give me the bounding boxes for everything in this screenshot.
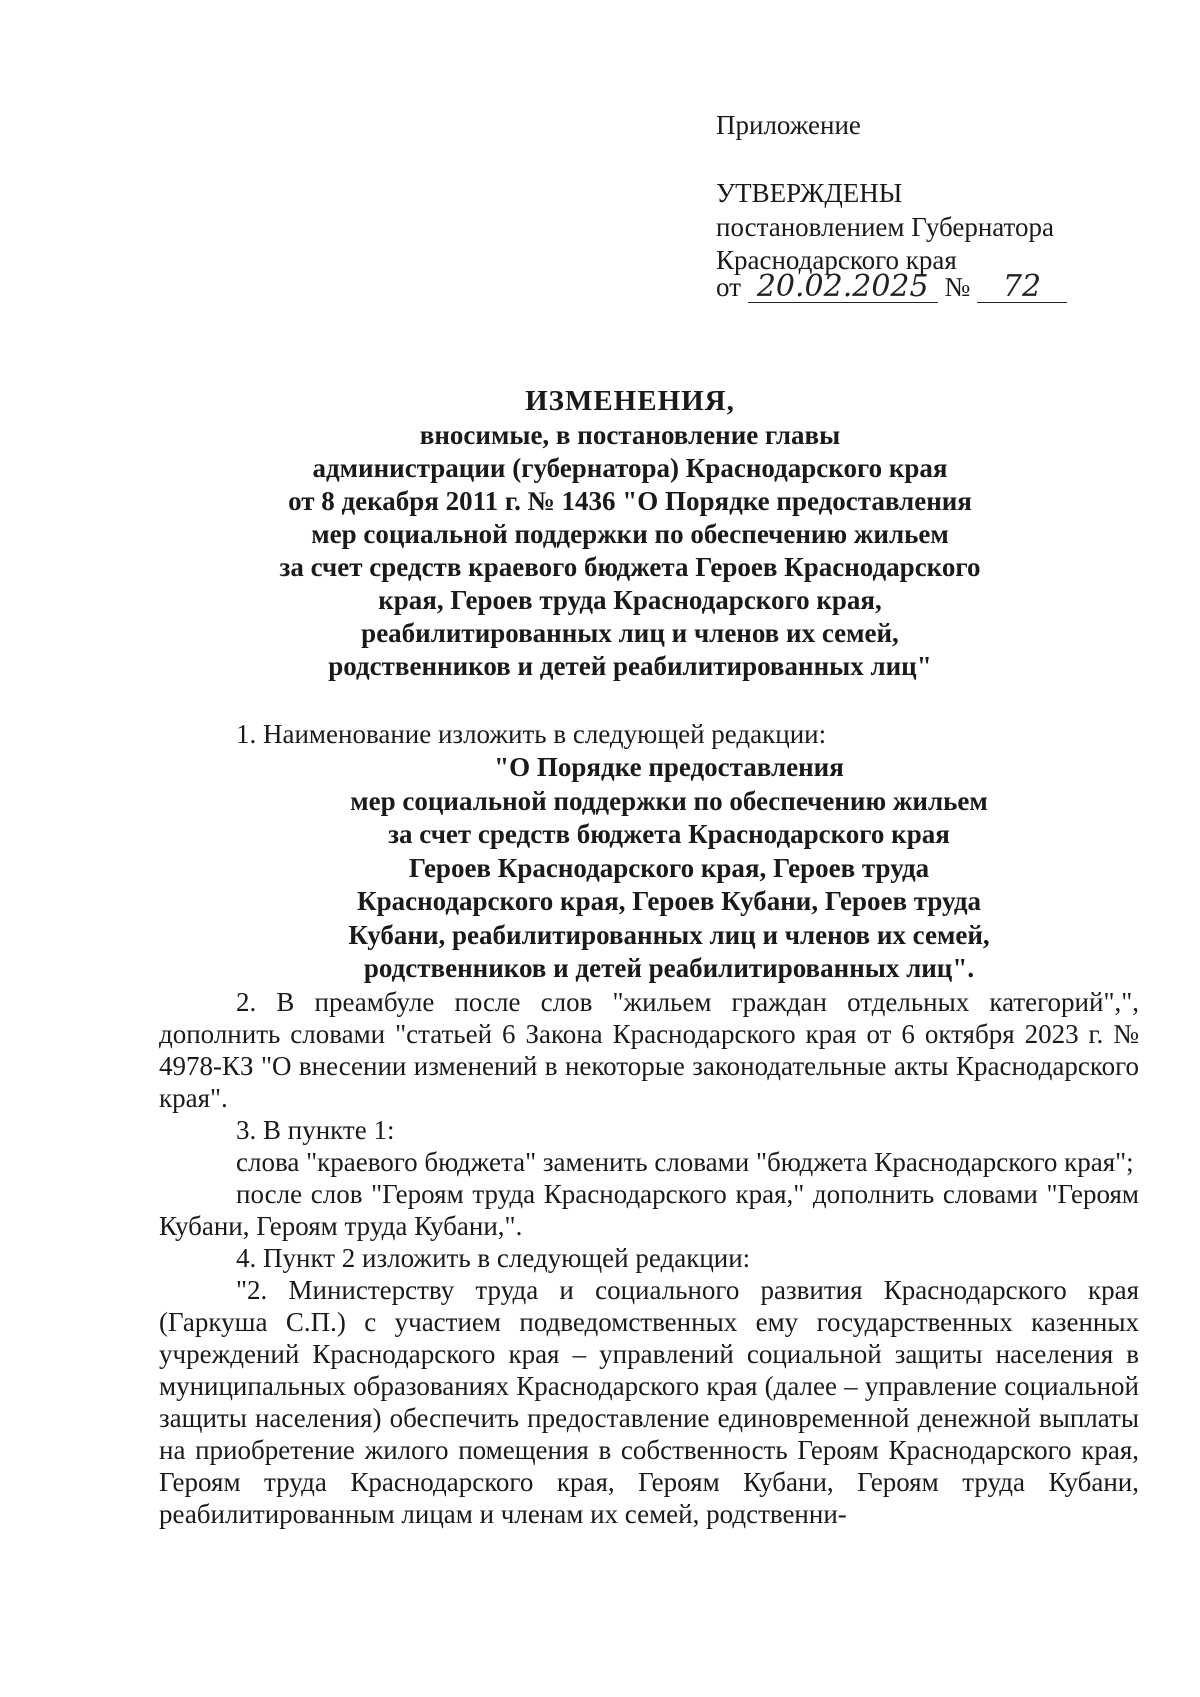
date-prefix: от bbox=[716, 272, 741, 302]
item-3: 3. В пункте 1: bbox=[236, 1114, 395, 1145]
title-line: края, Героев труда Краснодарского края, bbox=[378, 585, 882, 615]
new-name-line: родственников и детей реабилитированных лиц". bbox=[363, 953, 975, 983]
document-title bbox=[240, 383, 1020, 683]
new-name-block bbox=[159, 751, 1139, 986]
title-line: вносимые, в постановление главы bbox=[419, 420, 841, 450]
region-label: Краснодарского края bbox=[716, 245, 957, 275]
item-3-a: слова "краевого бюджета" заменить словами "бюджета Краснодарского края"; bbox=[236, 1146, 1134, 1177]
decree-date-line bbox=[716, 270, 1067, 304]
decree-label: постановлением Губернатора bbox=[716, 212, 1054, 242]
new-name-line: Краснодарского края, Героев Кубани, Героев труда bbox=[357, 886, 981, 916]
handwritten-number: 72 bbox=[977, 272, 1067, 303]
document-body bbox=[159, 718, 1139, 1530]
title-line: реабилитированных лиц и членов их семей, bbox=[361, 618, 899, 648]
title-line: администрации (губернатора) Краснодарского края bbox=[312, 453, 948, 483]
item-3-b: после слов "Героям труда Краснодарского края," дополнить словами "Героям Кубани, Героям труда Кубани,". bbox=[159, 1178, 1139, 1241]
number-sign: № bbox=[944, 272, 971, 302]
title-line: от 8 декабря 2011 г. № 1436 "О Порядке предоставления bbox=[288, 486, 972, 516]
new-name-line: Героев Краснодарского края, Героев труда bbox=[408, 852, 930, 883]
title-heading: ИЗМЕНЕНИЯ, bbox=[525, 385, 735, 417]
new-name-line: за счет средств бюджета Краснодарского края bbox=[388, 819, 950, 849]
new-name-line: "О Порядке предоставления bbox=[494, 752, 844, 782]
appendix-label: Приложение bbox=[716, 110, 861, 140]
approved-label: УТВЕРЖДЕНЫ bbox=[716, 178, 903, 208]
handwritten-date: 20.02.2025 bbox=[748, 272, 938, 303]
title-line: родственников и детей реабилитированных лиц" bbox=[328, 651, 932, 681]
item-4-text: "2. Министерству труда и социального развития Краснодарского края (Гаркуша С.П.) с участием подведомственных ему государственных казенных учреждений Краснодарского края – управлений социальной защиты населения в муниципальных образованиях Краснодарского края (далее – управление социальной защиты населения) обеспечить предоставление единовременной денежной выплаты на приобретение жилого помещения в собственность Героям Краснодарского края, Героям труда Краснодарского края, Героям Кубани, Героям труда Кубани, реабилитированным лицам и членам их семей, родственни- bbox=[159, 1274, 1139, 1529]
new-name-line: мер социальной поддержки по обеспечению жильем bbox=[350, 785, 988, 816]
item-1: 1. Наименование изложить в следующей редакции: bbox=[236, 719, 827, 749]
item-4: 4. Пункт 2 изложить в следующей редакции: bbox=[236, 1242, 751, 1273]
title-line: за счет средств краевого бюджета Героев Краснодарского bbox=[279, 552, 981, 582]
new-name-line: Кубани, реабилитированных лиц и членов их семей, bbox=[348, 919, 990, 950]
item-2: 2. В преамбуле после слов "жильем граждан отдельных категорий",", дополнить словами "статьей 6 Закона Краснодарского края от 6 октября 2023 г. № 4978-КЗ "О внесении изменений в некоторые законодательные акты Краснодарского края". bbox=[159, 986, 1139, 1113]
title-line: мер социальной поддержки по обеспечению жильем bbox=[311, 519, 949, 549]
